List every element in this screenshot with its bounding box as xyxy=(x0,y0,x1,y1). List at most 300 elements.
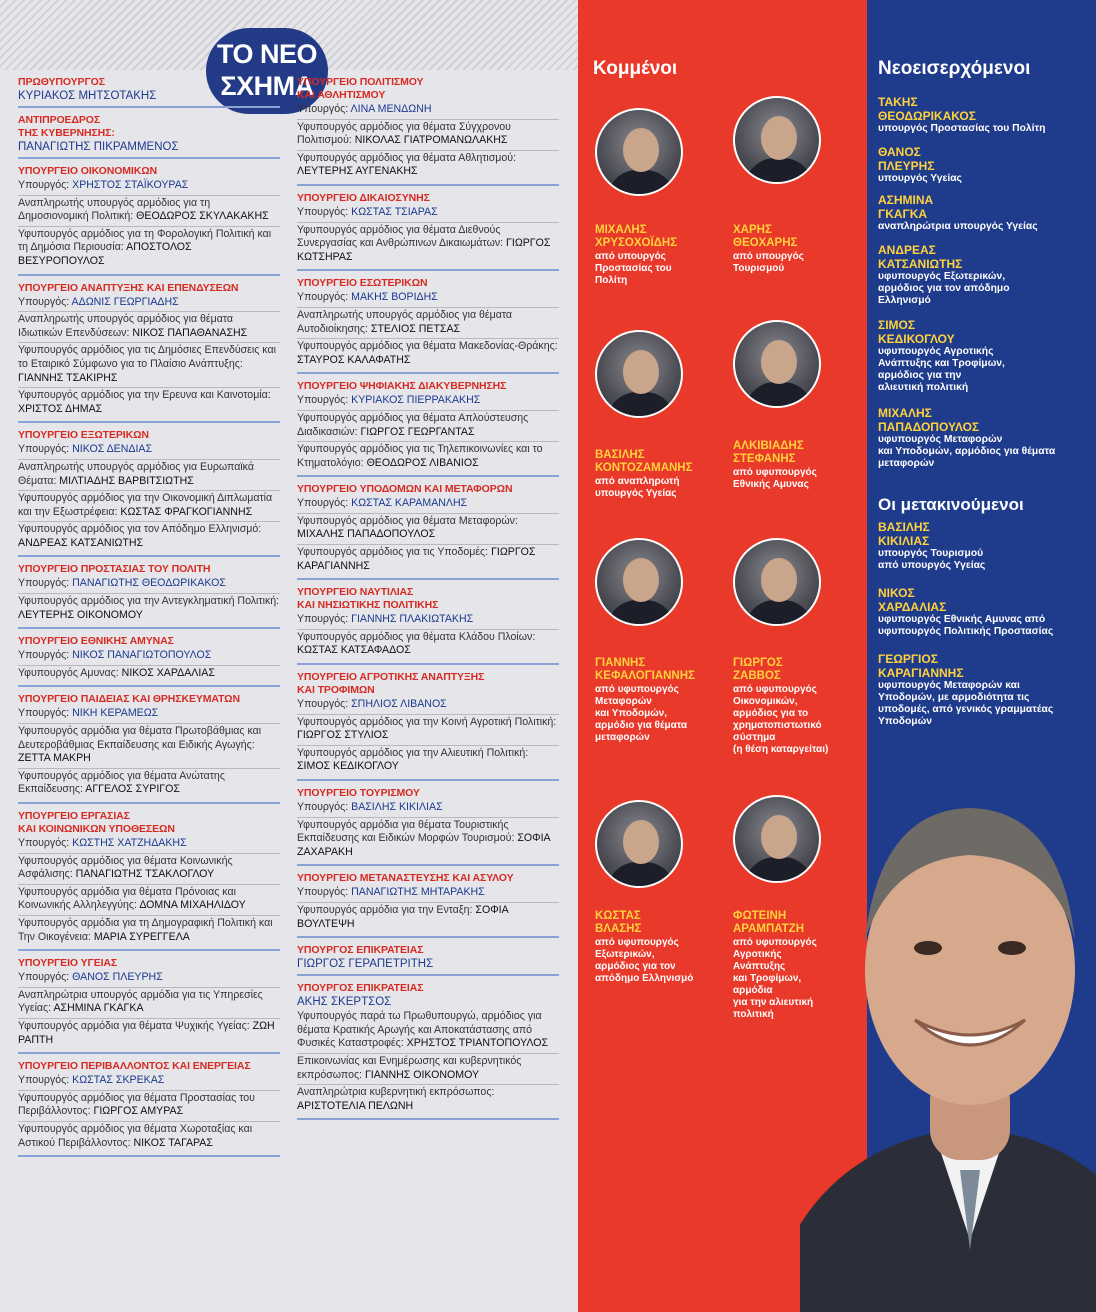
official-row xyxy=(297,205,559,223)
official-row xyxy=(297,746,559,776)
official-role: Υπουργός: xyxy=(18,837,73,849)
removed-person-desc: από υπουργός xyxy=(733,251,804,262)
removed-person-surname: ΘΕΟΧΑΡΗΣ xyxy=(733,237,798,249)
official-name: ΓΙΩΡΓΟΣ ΑΜΥΡΑΣ xyxy=(93,1105,184,1118)
minister-name: ΑΚΗΣ ΣΚΕΡΤΣΟΣ xyxy=(297,996,392,1009)
official-role: Υπουργός: xyxy=(297,497,352,510)
removed-person-photo xyxy=(733,96,821,184)
official-row xyxy=(18,594,280,624)
official-name: ΑΝΔΡΕΑΣ ΚΑΤΣΑΝΙΩΤΗΣ xyxy=(18,536,144,549)
official-role: Υφυπουργός αρμόδιος για θέματα Ανώτατης Εκπαίδευσης: xyxy=(18,769,225,796)
official-role: Υφυπουργός αρμόδιος για τη Φορολογική Πολιτική και τη Δημόσια Περιουσία: xyxy=(18,227,272,254)
official-name: ΠΑΝΑΓΙΩΤΗΣ ΜΗΤΑΡΑΚΗΣ xyxy=(351,886,485,899)
removed-person-desc: αρμόδια xyxy=(733,985,773,996)
ministry-heading: ΥΠΟΥΡΓΕΙΟ ΟΙΚΟΝΟΜΙΚΩΝ xyxy=(18,165,158,177)
removed-person-desc: από υφυπουργός xyxy=(733,467,817,478)
official-role: Υφυπουργός αρμόδιος για τις Τηλεπικοινωνίες και το Κτηματολόγιο: xyxy=(297,443,543,469)
official-row xyxy=(297,393,559,411)
removed-person-desc: Αγροτικής xyxy=(733,949,782,960)
ministry-heading: ΥΠΟΥΡΓΕΙΟ ΕΡΓΑΣΙΑΣ ΚΑΙ ΚΟΙΝΩΝΙΚΩΝ ΥΠΟΘΕΣΕΩΝ xyxy=(18,810,175,835)
removed-person-desc: (η θέση καταργείται) xyxy=(733,744,829,755)
person-name: ΧΑΡΔΑΛΙΑΣ xyxy=(878,600,947,614)
photo-suit xyxy=(607,600,675,626)
ministry-heading: ΥΠΟΥΡΓΟΣ ΕΠΙΚΡΑΤΕΙΑΣ xyxy=(297,982,424,995)
official-row xyxy=(297,290,559,308)
removed-person-surname: ΖΑΒΒΟΣ xyxy=(733,670,781,682)
person-name: ΘΕΟΔΩΡΙΚΑΚΟΣ xyxy=(878,109,976,123)
official-role: Υπουργός: xyxy=(18,443,73,456)
official-row xyxy=(18,1073,280,1091)
person-desc: Υποδομών, με αρμοδιότητα τις xyxy=(878,692,1030,703)
removed-person-desc: πολιτική xyxy=(733,1009,774,1020)
photo-suit xyxy=(607,862,675,888)
person-name: ΚΑΤΣΑΝΙΩΤΗΣ xyxy=(878,257,963,271)
person-desc: υφυπουργός Εξωτερικών, xyxy=(878,271,1006,282)
official-role: Υφυπουργός αρμόδιος για θέματα Σύγχρονου Πολιτισμού: xyxy=(297,120,511,147)
official-name: ΜΑΚΗΣ ΒΟΡΙΔΗΣ xyxy=(351,291,438,304)
official-role: Υφυπουργός αρμόδιος για θέματα Μεταφορών: xyxy=(297,514,518,527)
official-row xyxy=(18,666,280,683)
removed-person-desc: και Υποδομών, xyxy=(595,708,668,719)
person-desc: αλιευτική πολιτική xyxy=(878,382,969,393)
cabinet-column-1 xyxy=(18,76,280,1163)
person-name: ΘΑΝΟΣ xyxy=(878,145,921,159)
person-desc: και Υποδομών, αρμόδιος για θέματα xyxy=(878,446,1056,457)
official-row xyxy=(297,800,559,818)
ministry-heading: ΥΠΟΥΡΓΟΣ ΕΠΙΚΡΑΤΕΙΑΣ xyxy=(297,944,424,957)
person-name: ΓΚΑΓΚΑ xyxy=(878,207,928,221)
ministry-section xyxy=(18,563,280,629)
official-role: Υπουργός: xyxy=(18,707,73,720)
person-name: ΚΙΚΙΛΙΑΣ xyxy=(878,534,930,548)
removed-person-desc: Προστασίας του xyxy=(595,263,672,274)
person-desc: υφυπουργός Πολιτικής Προστασίας xyxy=(878,626,1054,637)
removed-person-desc: Τουρισμού xyxy=(733,263,785,274)
official-name: ΑΡΙΣΤΟΤΕΛΙΑ ΠΕΛΩΝΗ xyxy=(297,1099,414,1112)
official-name: ΣΤΑΥΡΟΣ ΚΑΛΑΦΑΤΗΣ xyxy=(297,353,411,366)
removed-person-desc: από αναπληρωτή xyxy=(595,476,680,487)
photo-face xyxy=(761,558,797,602)
person-name: ΜΙΧΑΛΗΣ xyxy=(878,406,932,420)
removed-person-surname: ΚΕΦΑΛΟΓΙΑΝΝΗΣ xyxy=(595,670,695,682)
official-row xyxy=(18,836,280,854)
removed-person-firstname: ΦΩΤΕΙΝΗ xyxy=(733,910,787,922)
official-role: Υφυπουργός παρά τω Πρωθυπουργώ, αρμόδιος για θέματα Κρατικής Αρωγής και Αποκατάστασης από Φυσικές Καταστροφές: xyxy=(297,1010,542,1050)
removed-person-surname: ΣΤΕΦΑΝΗΣ xyxy=(733,453,796,465)
official-row xyxy=(18,724,280,769)
official-role: Αναπληρωτής υπουργός αρμόδιος για τη Δημοσιονομική Πολιτική: xyxy=(18,196,211,223)
official-role: Υφυπουργός αρμόδιος για θέματα Απλούστευσης Διαδικασιών: xyxy=(297,411,529,438)
official-name: ΑΣΗΜΙΝΑ ΓΚΑΓΚΑ xyxy=(53,1002,144,1015)
removed-person-desc: από υφυπουργός xyxy=(595,684,679,695)
ministry-heading: ΥΠΟΥΡΓΕΙΟ ΝΑΥΤΙΛΙΑΣ ΚΑΙ ΝΗΣΙΩΤΙΚΗΣ ΠΟΛΙΤΙΚΗΣ xyxy=(297,586,439,612)
ministry-section xyxy=(297,944,559,976)
official-row xyxy=(18,885,280,916)
removed-person-photo xyxy=(595,800,683,888)
official-name: ΚΩΣΤΑΣ ΦΡΑΓΚΟΓΙΑΝΝΗΣ xyxy=(120,505,253,518)
person-desc: υπουργός Τουρισμού xyxy=(878,548,984,559)
person-desc: υφυπουργός Μεταφορών και xyxy=(878,680,1020,691)
newcomers-title: Νεοεισερχόμενοι xyxy=(878,58,1031,79)
official-row xyxy=(18,227,280,271)
removed-person-surname: ΒΛΑΣΗΣ xyxy=(595,923,642,935)
ministry-heading: ΥΠΟΥΡΓΕΙΟ ΑΓΡΟΤΙΚΗΣ ΑΝΑΠΤΥΞΗΣ ΚΑΙ ΤΡΟΦΙΜΩΝ xyxy=(297,671,485,697)
ministry-heading: ΥΠΟΥΡΓΕΙΟ ΜΕΤΑΝΑΣΤΕΥΣΗΣ ΚΑΙ ΑΣΥΛΟΥ xyxy=(297,872,514,885)
official-row xyxy=(18,522,280,552)
official-name: ΝΙΚΟΣ ΧΑΡΔΑΛΙΑΣ xyxy=(121,666,215,679)
person-name: ΑΣΗΜΙΝΑ xyxy=(878,193,934,207)
official-role: Υπουργός: xyxy=(297,291,352,304)
ministry-section xyxy=(18,76,280,108)
ministry-heading: ΥΠΟΥΡΓΕΙΟ ΤΟΥΡΙΣΜΟΥ xyxy=(297,787,420,799)
official-row xyxy=(18,460,280,491)
ministry-heading: ΑΝΤΙΠΡΟΕΔΡΟΣ ΤΗΣ ΚΥΒΕΡΝΗΣΗΣ: xyxy=(18,114,115,139)
official-name: ΚΩΣΤΗΣ ΧΑΤΖΗΔΑΚΗΣ xyxy=(72,837,187,849)
removed-person-photo xyxy=(595,538,683,626)
official-name: ΛΕΥΤΕΡΗΣ ΟΙΚΟΝΟΜΟΥ xyxy=(18,608,143,621)
person-desc: μεταφορών xyxy=(878,458,935,469)
official-row xyxy=(18,706,280,724)
pm-eye-right xyxy=(998,941,1026,955)
official-role: Υφυπουργός αρμόδιος για τον Απόδημο Ελληνισμό: xyxy=(18,523,262,536)
removed-person-desc: χρηματοπιστωτικό xyxy=(733,720,822,731)
minister-name: ΓΙΩΡΓΟΣ ΓΕΡΑΠΕΤΡΙΤΗΣ xyxy=(297,958,434,971)
official-role: Υφυπουργός αρμόδιος για την Αλιευτική Πολιτική: xyxy=(297,746,529,759)
removed-person-firstname: ΓΙΑΝΝΗΣ xyxy=(595,657,646,669)
person-desc: υφυπουργός Εθνικής Αμυνας από xyxy=(878,614,1046,625)
photo-suit xyxy=(607,392,675,418)
cabinet-column-2 xyxy=(297,76,559,1126)
official-name: ΚΩΣΤΑΣ ΣΚΡΕΚΑΣ xyxy=(72,1074,165,1087)
official-role: Υφυπουργός αρμόδιος για τις Δημόσιες Επενδύσεις και το Εταιρικό Σύμφωνο για το Πλαίσιο Ανάπτυξης: xyxy=(18,344,276,370)
ministry-section xyxy=(18,114,280,159)
official-name: ΔΟΜΝΑ ΜΙΧΑΗΛΙΔΟΥ xyxy=(139,899,246,912)
ministry-section xyxy=(297,787,559,866)
official-row xyxy=(18,916,280,946)
official-name: ΘΕΟΔΩΡΟΣ ΣΚΥΛΑΚΑΚΗΣ xyxy=(136,210,269,223)
official-name: ΓΙΑΝΝΗΣ ΠΛΑΚΙΩΤΑΚΗΣ xyxy=(351,613,474,626)
ministry-section xyxy=(18,165,280,276)
removed-person-desc: Οικονομικών, xyxy=(733,696,798,707)
official-row xyxy=(18,854,280,885)
official-row xyxy=(297,102,559,120)
person-desc: αρμόδιος για την xyxy=(878,370,962,381)
official-role: Αναπληρώτρια υπουργός αρμόδια για τις Υπηρεσίες Υγείας: xyxy=(18,988,263,1015)
official-role: Αναπληρώτρια κυβερνητική εκπρόσωπος: xyxy=(297,1086,495,1099)
moved-title: Οι μετακινούμενοι xyxy=(878,495,1024,514)
official-row xyxy=(18,970,280,988)
official-role: Υφυπουργός αρμόδια για τη Δημογραφική Πολιτική και Την Οικογένεια: xyxy=(18,916,273,943)
official-role: Υφυπουργός αρμόδιος για τις Υποδομές: xyxy=(297,546,492,559)
official-role: Υφυπουργός αρμόδια για θέματα Πρόνοιας και Κοινωνικής Αλληλεγγύης: xyxy=(18,885,236,912)
official-role: Αναπληρωτής υπουργός αρμόδιος για θέματα Αυτοδιοίκησης: xyxy=(297,308,513,335)
official-row xyxy=(297,697,559,715)
official-row xyxy=(18,178,280,196)
photo-suit xyxy=(745,600,813,626)
ministry-heading: ΥΠΟΥΡΓΕΙΟ ΠΑΙΔΕΙΑΣ ΚΑΙ ΘΡΗΣΚΕΥΜΑΤΩΝ xyxy=(18,693,240,706)
ministry-heading: ΥΠΟΥΡΓΕΙΟ ΥΓΕΙΑΣ xyxy=(18,957,118,970)
official-name: ΓΙΑΝΝΗΣ ΟΙΚΟΝΟΜΟΥ xyxy=(364,1068,480,1081)
person-desc: από υπουργός Υγείας xyxy=(878,560,986,571)
official-row xyxy=(297,308,559,339)
official-name: ΒΑΣΙΛΗΣ ΚΙΚΙΛΙΑΣ xyxy=(351,801,443,813)
removed-person-desc: από υφυπουργός xyxy=(733,937,817,948)
official-row xyxy=(297,120,559,151)
minister-name: ΚΥΡΙΑΚΟΣ ΜΗΤΣΟΤΑΚΗΣ xyxy=(18,90,157,102)
removed-person-firstname: ΓΙΩΡΓΟΣ xyxy=(733,657,783,669)
official-name: ΠΑΝΑΓΙΩΤΗΣ ΘΕΟΔΩΡΙΚΑΚΟΣ xyxy=(72,577,226,590)
official-name: ΧΡΗΣΤΟΣ ΤΡΙΑΝΤΟΠΟΥΛΟΣ xyxy=(406,1037,548,1050)
official-name: ΜΙΛΤΙΑΔΗΣ ΒΑΡΒΙΤΣΙΩΤΗΣ xyxy=(59,474,194,487)
prime-minister-photo xyxy=(800,770,1096,1312)
removed-person-surname: ΧΡΥΣΟΧΟΪΔΗΣ xyxy=(595,237,678,249)
person-name: ΒΑΣΙΛΗΣ xyxy=(878,520,930,534)
official-role: Υφυπουργός αρμόδιος για την Αντεγκληματική Πολιτική: xyxy=(18,595,280,608)
person-desc: υποδομές, από γενικός γραμματέας xyxy=(878,704,1054,715)
official-row xyxy=(18,1019,280,1049)
ministry-heading: ΥΠΟΥΡΓΕΙΟ ΕΘΝΙΚΗΣ ΑΜΥΝΑΣ xyxy=(18,635,174,648)
removed-person-desc: και Τροφίμων, xyxy=(733,973,802,984)
official-role: Υφυπουργός αρμόδια για θέματα Πρωτοβάθμιας και Δευτεροβάθμιας Εκπαίδευσης και Ειδικής Αγωγής: xyxy=(18,725,262,751)
removed-person-firstname: ΒΑΣΙΛΗΣ xyxy=(595,449,645,461)
official-row xyxy=(18,312,280,343)
removed-person-desc: Ανάπτυξης xyxy=(733,961,786,972)
official-name: ΘΑΝΟΣ ΠΛΕΥΡΗΣ xyxy=(72,971,163,984)
official-name: ΣΟΦΙΑ ΒΟΥΛΤΕΨΗ xyxy=(297,903,509,930)
official-row xyxy=(18,1122,280,1152)
photo-face xyxy=(761,815,797,859)
official-role: Υφυπουργός αρμόδιος για την Οικονομική Διπλωματία και την Εξωστρέφεια: xyxy=(18,492,273,518)
ministry-heading: ΥΠΟΥΡΓΕΙΟ ΠΟΛΙΤΙΣΜΟΥ ΚΑΙ ΑΘΛΗΤΙΣΜΟΥ xyxy=(297,76,424,101)
ministry-section xyxy=(297,872,559,938)
removed-person-firstname: ΧΑΡΗΣ xyxy=(733,224,772,236)
official-role: Υφυπουργός αρμόδιος για θέματα Κοινωνικής Ασφάλισης: xyxy=(18,854,233,881)
person-name: ΚΕΔΙΚΟΓΛΟΥ xyxy=(878,332,955,346)
official-name: ΑΓΓΕΛΟΣ ΣΥΡΙΓΟΣ xyxy=(85,783,180,796)
official-name: ΜΑΡΙΑ ΣΥΡΕΓΓΕΛΑ xyxy=(93,930,190,943)
removed-person-desc: αρμόδιος για τον xyxy=(595,961,676,972)
ministry-section xyxy=(297,671,559,781)
person-desc: υπουργός Προστασίας του Πολίτη xyxy=(878,123,1046,134)
official-row xyxy=(18,196,280,227)
person-name: ΑΝΔΡΕΑΣ xyxy=(878,243,936,257)
official-name: ΝΙΚΟΣ ΤΑΓΑΡΑΣ xyxy=(133,1136,213,1149)
official-role: Υφυπουργός αρμόδιος για θέματα Χωροταξίας και Αστικού Περιβάλλοντος: xyxy=(18,1122,253,1149)
official-role: Επικοινωνίας και Ενημέρωσης και κυβερνητικός εκπρόσωπος: xyxy=(297,1054,522,1081)
official-row xyxy=(18,491,280,522)
official-name: ΓΙΩΡΓΟΣ ΚΩΤΣΗΡΑΣ xyxy=(297,237,551,263)
removed-title: Κομμένοι xyxy=(593,58,678,79)
official-row xyxy=(297,715,559,746)
official-name: ΑΔΩΝΙΣ ΓΕΩΡΓΙΑΔΗΣ xyxy=(71,295,179,308)
person-name: ΠΛΕΥΡΗΣ xyxy=(878,159,935,173)
official-name: ΛΕΥΤΕΡΗΣ ΑΥΓΕΝΑΚΗΣ xyxy=(297,165,418,178)
ministry-section xyxy=(297,76,559,186)
official-row xyxy=(18,1091,280,1122)
official-name: ΛΙΝΑ ΜΕΝΔΩΝΗ xyxy=(350,103,432,115)
removed-person-desc: αρμόδιος για το xyxy=(733,708,809,719)
official-name: ΚΩΣΤΑΣ ΚΑΤΣΑΦΑΔΟΣ xyxy=(297,644,411,657)
official-name: ΓΙΩΡΓΟΣ ΚΑΡΑΓΙΑΝΝΗΣ xyxy=(297,546,536,572)
removed-person-firstname: ΚΩΣΤΑΣ xyxy=(595,910,641,922)
official-name: ΑΠΟΣΤΟΛΟΣ ΒΕΣΥΡΟΠΟΥΛΟΣ xyxy=(18,241,192,267)
official-name: ΘΕΟΔΩΡΟΣ ΛΙΒΑΝΙΟΣ xyxy=(366,456,479,469)
ministry-section xyxy=(18,810,280,951)
person-desc: Ελληνισμό xyxy=(878,295,931,306)
official-role: Υφυπουργός αρμόδια για θέματα Ψυχικής Υγείας: xyxy=(18,1019,253,1032)
official-row xyxy=(297,411,559,442)
ministry-section xyxy=(18,1060,280,1157)
ministry-section xyxy=(18,693,280,804)
ministry-section xyxy=(18,282,280,424)
ministry-section xyxy=(297,586,559,665)
official-role: Υφυπουργός αρμόδιος για την Ερευνα και Καινοτομία: xyxy=(18,389,271,402)
removed-person-desc: Μεταφορών xyxy=(595,696,652,707)
official-row xyxy=(18,648,280,666)
removed-person-desc: από υφυπουργός xyxy=(733,684,817,695)
official-name: ΧΡΙΣΤΟΣ ΔΗΜΑΣ xyxy=(18,402,103,415)
photo-face xyxy=(623,350,659,394)
ministry-heading: ΥΠΟΥΡΓΕΙΟ ΠΡΟΣΤΑΣΙΑΣ ΤΟΥ ΠΟΛΙΤΗ xyxy=(18,563,211,576)
official-row xyxy=(18,295,280,313)
official-name: ΚΩΣΤΑΣ ΤΣΙΑΡΑΣ xyxy=(351,205,438,218)
official-role: Υφυπουργός αρμόδιος για θέματα Αθλητισμού: xyxy=(297,151,517,164)
person-desc: Ανάπτυξης και Τροφίμων, xyxy=(878,358,1005,369)
photo-face xyxy=(761,116,797,160)
removed-person-surname: ΚΟΝΤΟΖΑΜΑΝΗΣ xyxy=(595,462,693,474)
removed-person-desc: από υπουργός xyxy=(595,251,666,262)
photo-suit xyxy=(745,382,813,408)
photo-face xyxy=(623,128,659,172)
official-name: ΝΙΚΗ ΚΕΡΑΜΕΩΣ xyxy=(72,707,159,720)
removed-person-desc: αρμόδιο για θέματα xyxy=(595,720,688,731)
removed-person-desc: από υφυπουργός xyxy=(595,937,679,948)
person-desc: αναπληρώτρια υπουργός Υγείας xyxy=(878,221,1038,232)
official-name: ΜΙΧΑΛΗΣ ΠΑΠΑΔΟΠΟΥΛΟΣ xyxy=(297,528,436,541)
official-role: Υπουργός: xyxy=(297,394,352,407)
official-role: Υφυπουργός Αμυνας: xyxy=(18,666,122,679)
official-name: ΧΡΗΣΤΟΣ ΣΤΑΪΚΟΥΡΑΣ xyxy=(72,179,189,191)
removed-person-desc: σύστημα xyxy=(733,732,776,743)
official-row xyxy=(18,343,280,388)
official-name: ΣΟΦΙΑ ΖΑΧΑΡΑΚΗ xyxy=(297,832,551,858)
official-name: ΖΕΤΤΑ ΜΑΚΡΗ xyxy=(18,752,91,765)
official-row xyxy=(297,514,559,545)
official-name: ΝΙΚΟΣ ΔΕΝΔΙΑΣ xyxy=(72,443,153,456)
official-row xyxy=(297,545,559,575)
removed-person-desc: Πολίτη xyxy=(595,275,628,286)
official-row xyxy=(297,818,559,862)
official-name: ΝΙΚΟΛΑΣ ΓΙΑΤΡΟΜΑΝΩΛΑΚΗΣ xyxy=(354,134,508,147)
official-role: Υπουργός: xyxy=(297,103,351,115)
badge-line-2: ΣΧΗΜΑ xyxy=(220,71,314,101)
official-name: ΓΙΑΝΝΗΣ ΤΣΑΚΙΡΗΣ xyxy=(18,371,118,384)
removed-person-firstname: ΜΙΧΑΛΗΣ xyxy=(595,224,647,236)
official-row xyxy=(297,1009,559,1054)
person-name: ΚΑΡΑΓΙΑΝΝΗΣ xyxy=(878,666,964,680)
ministry-section xyxy=(297,192,559,271)
official-role: Αναπληρωτής υπουργός αρμόδιος για Ευρωπαϊκά Θέματα: xyxy=(18,460,254,487)
official-row xyxy=(297,630,559,660)
official-role: Υπουργός: xyxy=(297,801,352,813)
removed-person-desc: Εξωτερικών, xyxy=(595,949,655,960)
official-name: ΣΙΜΟΣ ΚΕΔΙΚΟΓΛΟΥ xyxy=(297,760,399,773)
removed-person-desc: Εθνικής Αμυνας xyxy=(733,479,809,490)
person-desc: υφυπουργός Μεταφορών xyxy=(878,434,1003,445)
person-desc: Υποδομών xyxy=(878,716,933,727)
ministry-section xyxy=(18,957,280,1054)
minister-name: ΠΑΝΑΓΙΩΤΗΣ ΠΙΚΡΑΜΜΕΝΟΣ xyxy=(18,141,179,153)
official-name: ΣΤΕΛΙΟΣ ΠΕΤΣΑΣ xyxy=(370,322,461,335)
ministry-heading: ΥΠΟΥΡΓΕΙΟ ΕΞΩΤΕΡΙΚΩΝ xyxy=(18,429,149,442)
removed-person-desc: για την αλιευτική xyxy=(733,997,814,1008)
official-row xyxy=(18,769,280,799)
official-row xyxy=(18,442,280,460)
official-role: Υπουργός: xyxy=(18,649,73,662)
removed-person-photo xyxy=(733,320,821,408)
official-row xyxy=(297,885,559,903)
removed-person-photo xyxy=(733,538,821,626)
official-row xyxy=(297,1085,559,1115)
official-row xyxy=(297,442,559,472)
official-row xyxy=(18,388,280,418)
official-role: Υφυπουργός αρμόδιος για θέματα Διεθνούς Συνεργασίας και Ανθρώπινων Δικαιωμάτων: xyxy=(297,223,507,250)
official-row xyxy=(18,988,280,1019)
official-role: Υπουργός: xyxy=(297,698,352,711)
ministry-heading: ΥΠΟΥΡΓΕΙΟ ΑΝΑΠΤΥΞΗΣ ΚΑΙ ΕΠΕΝΔΥΣΕΩΝ xyxy=(18,281,239,294)
official-name: ΚΥΡΙΑΚΟΣ ΠΙΕΡΡΑΚΑΚΗΣ xyxy=(351,394,481,407)
official-row xyxy=(297,612,559,630)
official-role: Υπουργός: xyxy=(18,179,73,191)
official-row xyxy=(297,223,559,267)
ministry-section xyxy=(297,277,559,374)
official-role: Υφυπουργός αρμόδιος για θέματα Προστασίας του Περιβάλλοντος: xyxy=(18,1091,255,1118)
person-desc: υφυπουργός Αγροτικής xyxy=(878,346,994,357)
person-name: ΤΑΚΗΣ xyxy=(878,95,918,109)
removed-person-surname: ΑΡΑΜΠΑΤΖΗ xyxy=(733,923,805,935)
official-role: Αναπληρωτής υπουργός αρμόδιος για θέματα Ιδιωτικών Επενδύσεων: xyxy=(18,313,234,339)
official-role: Υπουργός: xyxy=(18,971,73,984)
ministry-heading: ΥΠΟΥΡΓΕΙΟ ΕΣΩΤΕΡΙΚΩΝ xyxy=(297,277,428,290)
person-desc: υπουργός Υγείας xyxy=(878,173,962,184)
ministry-section xyxy=(297,483,559,580)
official-row xyxy=(297,903,559,933)
official-row xyxy=(18,576,280,594)
official-role: Υφυπουργός αρμόδιος για θέματα Μακεδονίας-Θράκης: xyxy=(297,340,558,353)
official-row xyxy=(297,1054,559,1085)
ministry-heading: ΥΠΟΥΡΓΕΙΟ ΠΕΡΙΒΑΛΛΟΝΤΟΣ ΚΑΙ ΕΝΕΡΓΕΙΑΣ xyxy=(18,1060,251,1073)
removed-person-photo xyxy=(595,108,683,196)
official-role: Υπουργός: xyxy=(18,1074,73,1087)
official-role: Υφυπουργός αρμόδια για θέματα Τουριστικής Εκπαίδευσης και Ειδικών Μορφών Τουρισμού: xyxy=(297,818,518,845)
official-row xyxy=(297,339,559,369)
person-name: ΝΙΚΟΣ xyxy=(878,586,915,600)
photo-face xyxy=(623,558,659,602)
official-name: ΝΙΚΟΣ ΠΑΝΑΓΙΩΤΟΠΟΥΛΟΣ xyxy=(72,649,212,662)
official-role: Υπουργός: xyxy=(18,295,72,308)
official-name: ΓΙΩΡΓΟΣ ΣΤΥΛΙΟΣ xyxy=(297,729,389,742)
official-row xyxy=(297,151,559,181)
ministry-heading: ΥΠΟΥΡΓΕΙΟ ΥΠΟΔΟΜΩΝ ΚΑΙ ΜΕΤΑΦΟΡΩΝ xyxy=(297,483,513,496)
removed-person-photo xyxy=(595,330,683,418)
person-name: ΣΙΜΟΣ xyxy=(878,318,916,332)
ministry-section xyxy=(18,429,280,557)
photo-suit xyxy=(745,158,813,184)
official-name: ΣΠΗΛΙΟΣ ΛΙΒΑΝΟΣ xyxy=(351,698,447,711)
official-row xyxy=(297,496,559,514)
official-name: ΚΩΣΤΑΣ ΚΑΡΑΜΑΝΛΗΣ xyxy=(351,497,468,510)
official-name: ΠΑΝΑΓΙΩΤΗΣ ΤΣΑΚΛΟΓΛΟΥ xyxy=(75,868,215,881)
